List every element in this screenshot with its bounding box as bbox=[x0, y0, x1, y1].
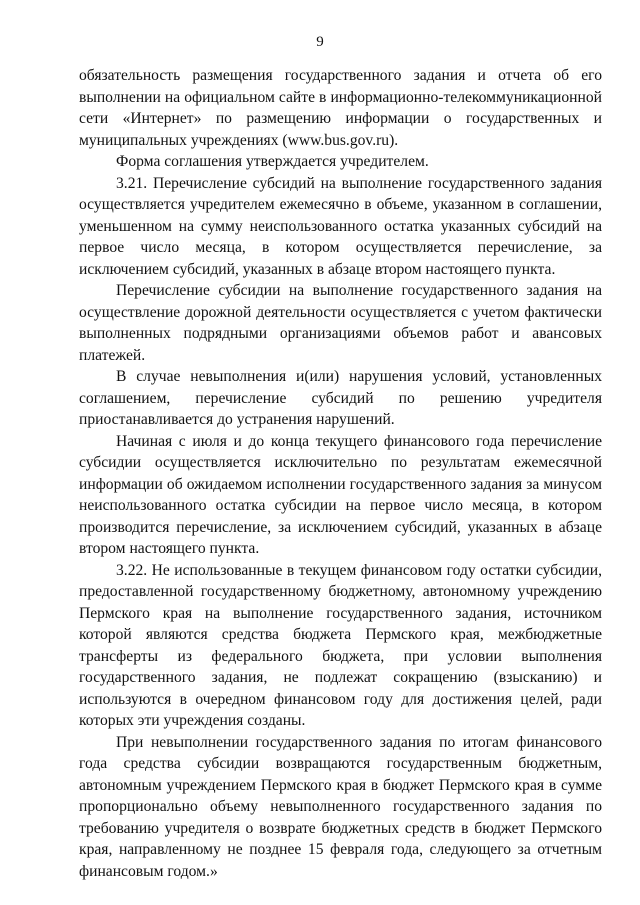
paragraph-july-transfer-rule: Начиная с июля и до конца текущего финансового года перечисление субсидии осуществляется исключительно по результатам ежемесячной информации об ожидаемом исполнении государственного задания за минусом неиспользованного остатка субсидии на первое число месяца, в котором производится перечисление, за исключением субсидий, указанных в абзаце втором настоящего пункта. bbox=[79, 432, 602, 557]
paragraph-clause-3-22: 3.22. Не использованные в текущем финансовом году остатки субсидии, предоставленной государственному бюджетному, автономному учреждению Пермского края на выполнение государственного задания, источником которой являются средства бюджета Пермского края, межбюджетные трансферты из федерального бюджета, при условии выполнения государственного задания, не подлежат сокращению (взысканию) и используются в очередном финансовом году для достижения целей, ради которых эти учреждения созданы. bbox=[79, 561, 602, 729]
paragraph-road-activity-subsidy: Перечисление субсидии на выполнение государственного задания на осуществление дорожной деятельности осуществляется с учетом фактически выполненных подрядными организациями объемов работ и авансовых платежей. bbox=[79, 282, 602, 364]
paragraph-suspension-of-transfer: В случае невыполнения и(или) нарушения условий, установленных соглашением, перечисление субсидий по решению учредителя приостанавливается до устранения нарушений. bbox=[79, 368, 602, 428]
paragraph-continuation-publication: обязательность размещения государственного задания и отчета об его выполнении на официальном сайте в информационно-телекоммуникационной сети «Интернет» по размещению информации о государственных и муниципальных учреждениях (www.bus.gov.ru). bbox=[79, 67, 602, 149]
paragraph-agreement-form: Форма соглашения утверждается учредителем. bbox=[116, 153, 429, 170]
page-number: 9 bbox=[316, 34, 324, 50]
document-body bbox=[79, 65, 602, 882]
paragraph-subsidy-return: При невыполнении государственного задания по итогам финансового года средства субсидии возвращаются государственным бюджетным, автономным учреждением Пермского края в бюджет Пермского края в сумме пропорционально объему невыполненного государственного задания по требованию учредителя о возврате бюджетных средств в бюджет Пермского края, направленному не позднее 15 февраля года, следующего за отчетным финансовым годом.» bbox=[79, 733, 602, 880]
paragraph-clause-3-21: 3.21. Перечисление субсидий на выполнение государственного задания осуществляется учредителем ежемесячно в объеме, указанном в соглашении, уменьшенном на сумму неиспользованного остатка указанных субсидий на первое число месяца, в котором осуществляется перечисление, за исключением субсидий, указанных в абзаце втором настоящего пункта. bbox=[79, 174, 602, 278]
